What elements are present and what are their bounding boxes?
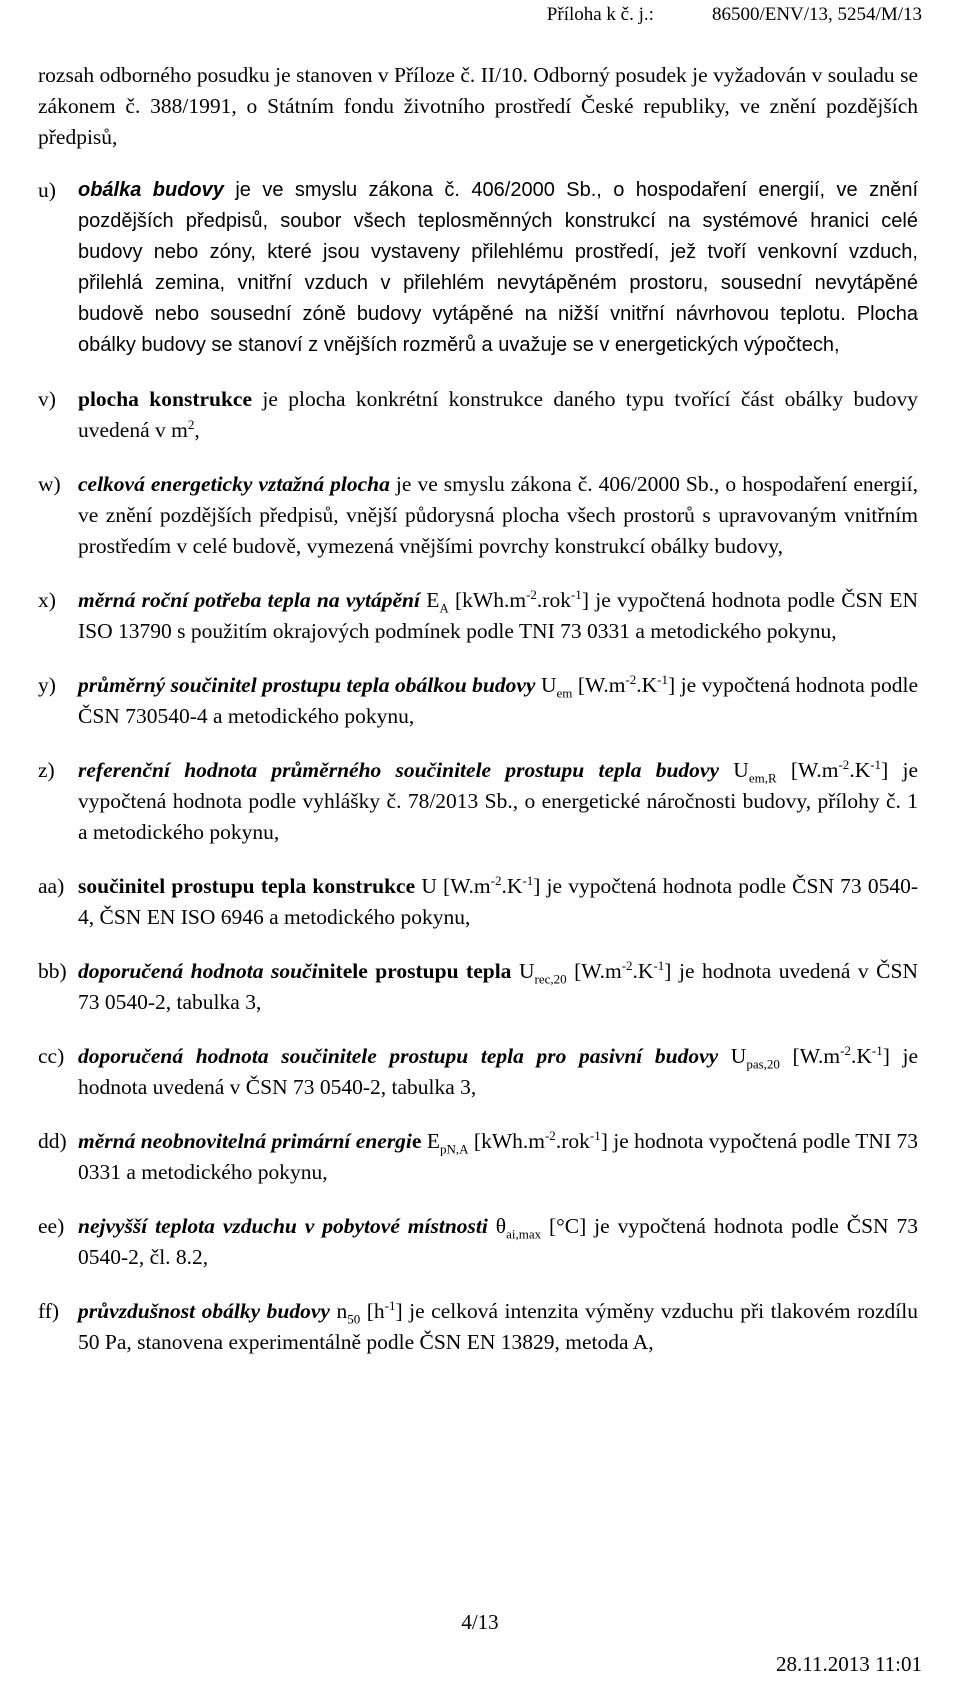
term: doporučená hodnota součinitele prostupu tepla pro pasivní budovy [78,1044,719,1068]
header-reference: 86500/ENV/13, 5254/M/13 [711,4,922,25]
definition-ff [38,1296,918,1358]
term: plocha konstrukce [78,387,253,411]
definition-dd [38,1126,918,1188]
intro-paragraph: rozsah odborného posudku je stanoven v Příloze č. II/10. Odborný posudek je vyžadován v souladu se zákonem č. 388/1991, o Státním fondu životního prostředí České republiky, ve znění pozdějších předpisů, [38,63,918,149]
definition-text: referenční hodnota průměrného součinitele prostupu tepla budovy $U_{em,R}$ $[W.m^{-2}.K^{-1}]$ je vypočtená hodnota podle vyhlášky č. 78/2013 Sb., o energetické náročnosti budovy, přílohy č. 1 a metodického pokynu, [78,756,918,844]
definition-ee [38,1211,918,1273]
term: měrná neobnovitelná primární energi [78,1129,412,1153]
definition-aa [38,871,918,933]
item-label: y) [38,673,56,697]
item-label: x) [38,588,56,612]
definition-z [38,755,918,848]
term: součinitel prostupu tepla konstrukce [78,874,416,898]
definition-x [38,585,918,647]
term: celková energeticky vztažná plocha [78,472,390,496]
header-label: Příloha k č. j.: [546,4,654,25]
item-label: w) [38,472,61,496]
item-label: aa) [38,874,65,898]
term: průvzdušnost obálky budovy [78,1299,330,1323]
definition-text: součinitel prostupu tepla konstrukce U $[W.m^{-2}.K^{-1}]$ je vypočtená hodnota podle ČSN 73 0540-4, ČSN EN ISO 6946 a metodického pokynu, [78,872,919,929]
page-header [547,4,922,26]
definition-text: průměrný součinitel prostupu tepla obálkou budovy $U_{em}$ $[W.m^{-2}.K^{-1}]$ je vypočtená hodnota podle ČSN 730540-4 a metodického pokynu, [78,671,918,728]
definition-text: doporučená hodnota součinitele prostupu tepla pro pasivní budovy $U_{pas,20}$ $[W.m^{-2}.K^{-1}]$ je hodnota uvedená v ČSN 73 0540-2, tabulka 3, [78,1042,919,1099]
term: doporučená hodnota souči [78,959,318,983]
term: nejvyšší teplota vzduchu v pobytové místnosti [78,1214,488,1238]
item-label: ee) [38,1214,65,1238]
item-label: ff) [38,1299,60,1323]
definition-text: měrná neobnovitelná primární energie $E_{pN,A}$ $[kWh.m^{-2}.rok^{-1}]$ je hodnota vypočtená podle TNI 73 0331 a metodického pokynu, [78,1127,918,1184]
document-body [38,60,918,1381]
definition-cc [38,1041,918,1103]
term: měrná roční potřeba tepla na vytápění [78,588,420,612]
definition-y [38,670,918,732]
definition-text: průvzdušnost obálky budovy $n_{50}$ $[h^{-1}]$ je celková intenzita výměny vzduchu při tlakovém rozdílu 50 Pa, stanovena experimentálně podle ČSN EN 13829, metoda A, [78,1297,918,1354]
definition-text: obálka budovy je ve smyslu zákona č. 406/2000 Sb., o hospodaření energií, ve znění pozdějších předpisů, soubor všech teplosměnných konstrukcí na systémové hranici celé budovy nebo zóny, které jsou vystaveny přilehlému prostředí, jež tvoří venkovní vzduch, přilehlá zemina, vnitřní vzduch v přilehlém nevytápěném prostoru, sousední nevytápěné budově nebo sousední zóně budovy vytápěné na nižší vnitřní návrhovou teplotu. Plocha obálky budovy se stanoví z vnějších rozměrů a uvažuje se v energetických výpočtech, [78,179,918,356]
definition-v [38,384,918,446]
definition-u [38,175,918,361]
item-label: bb) [38,959,67,983]
item-label: u) [38,178,56,202]
definition-text: měrná roční potřeba tepla na vytápění $E_A$ $[kWh.m^{-2}.rok^{-1}]$ je vypočtená hodnota podle ČSN EN ISO 13790 s použitím okrajových podmínek podle TNI 73 0331 a metodického pokynu, [78,586,919,643]
item-label: dd) [38,1129,67,1153]
term: průměrný součinitel prostupu tepla obálkou budovy [78,673,536,697]
item-label: v) [38,387,56,411]
item-label: z) [38,758,55,782]
definition-text: plocha konstrukce je plocha konkrétní konstrukce daného typu tvořící část obálky budovy uvedená v $m^2$, [78,387,919,442]
definition-bb [38,956,918,1018]
footer-date: 28.11.2013 11:01 [775,1652,922,1676]
definition-text: nejvyšší teplota vzduchu v pobytové místnosti $\theta_{ai,max}$ [°C] je vypočtená hodnota podle ČSN 73 0540-2, čl. 8.2, [78,1214,918,1269]
item-label: cc) [38,1044,65,1068]
term: obálka budovy [78,179,224,201]
definition-text: celková energeticky vztažná plocha je ve smyslu zákona č. 406/2000 Sb., o hospodaření energií, ve znění pozdějších předpisů, vnější půdorysná plocha všech prostorů s upravovaným vnitřním prostředím v celé budově, vymezená vnějšími povrchy konstrukcí obálky budovy, [78,472,918,558]
page-number: 4/13 [461,1610,499,1634]
definition-text: doporučená hodnota součinitele prostupu tepla $U_{rec,20}$ $[W.m^{-2}.K^{-1}]$ je hodnota uvedená v ČSN 73 0540-2, tabulka 3, [78,957,918,1014]
definition-w [38,469,918,562]
term: referenční hodnota průměrného součinitele prostupu tepla budovy [78,758,720,782]
